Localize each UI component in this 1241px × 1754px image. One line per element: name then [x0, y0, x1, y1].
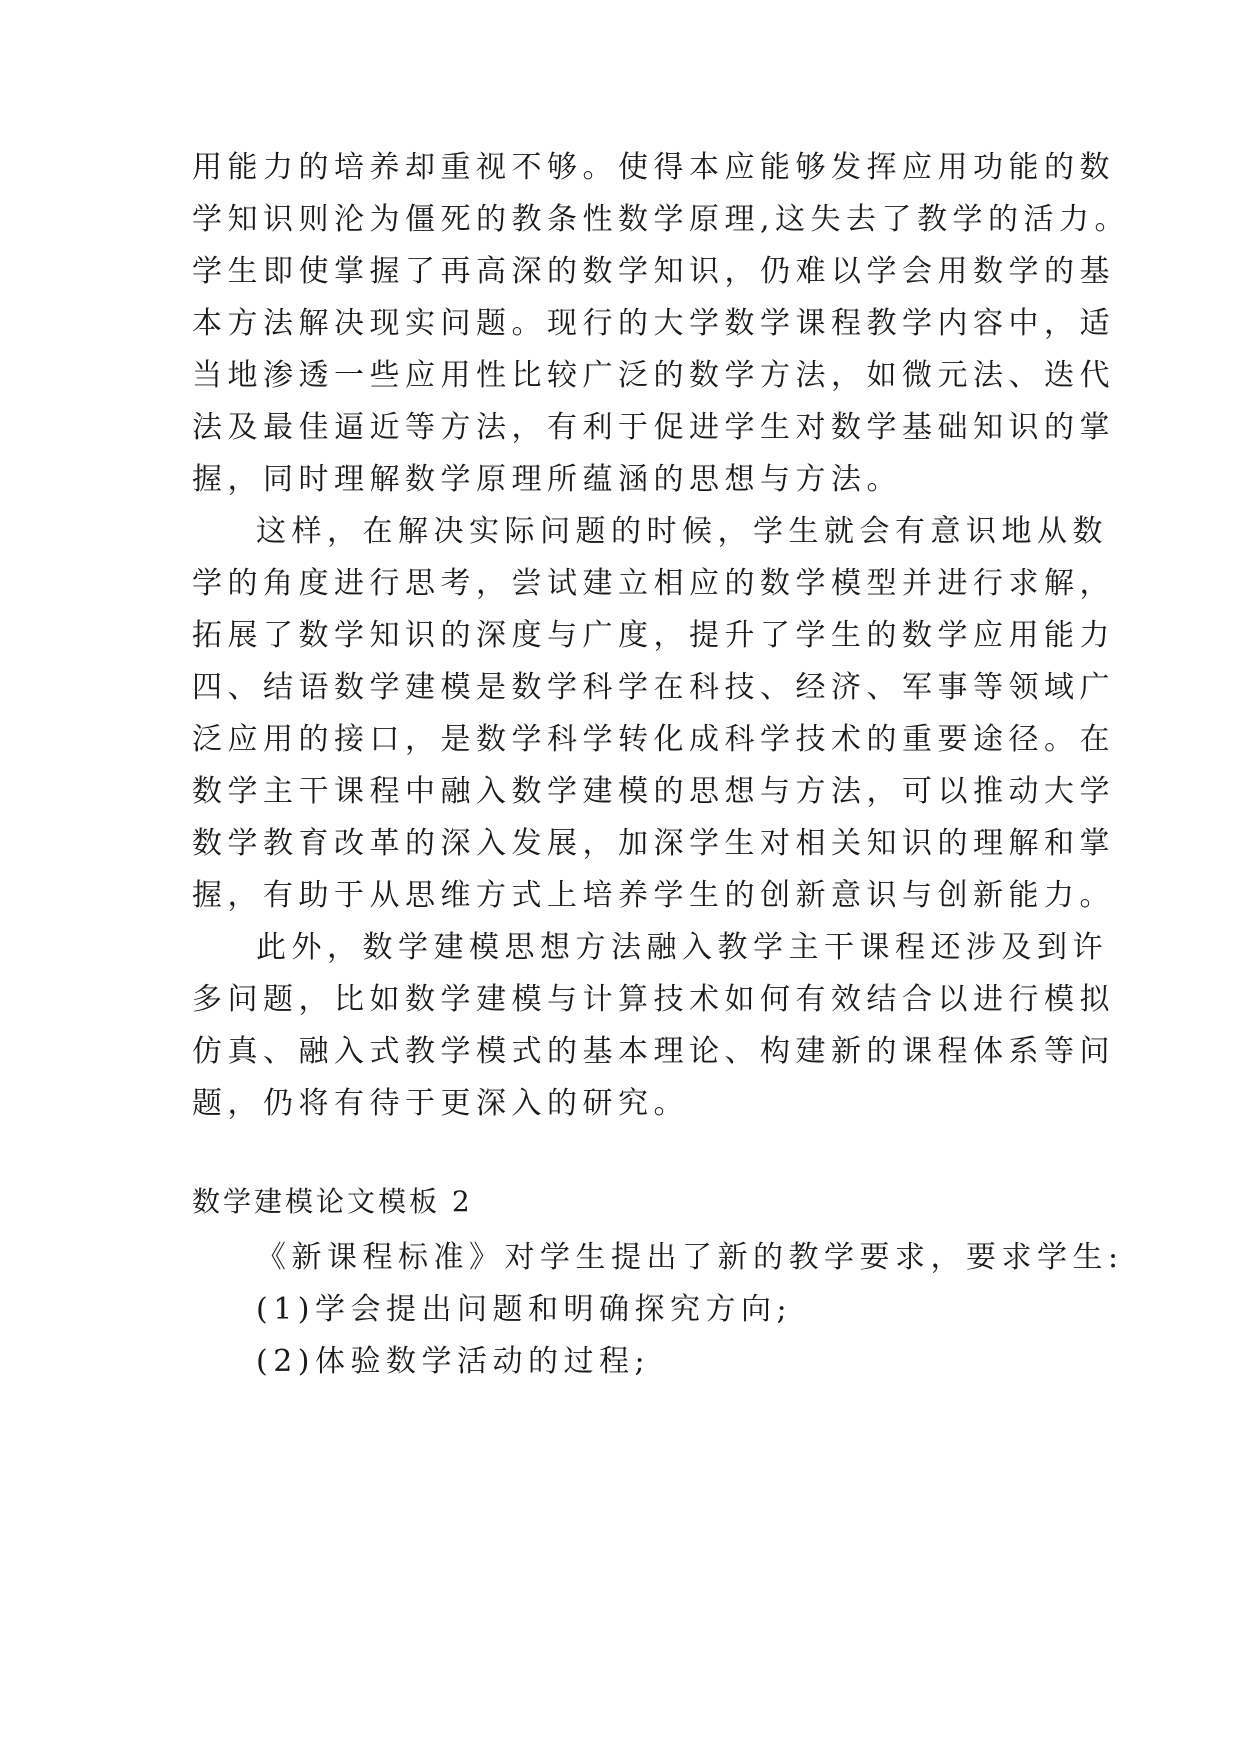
text-line: 拓展了数学知识的深度与广度，提升了学生的数学应用能力 — [192, 618, 1115, 653]
text-line: 学生即使掌握了再高深的数学知识，仍难以学会用数学的基 — [192, 254, 1115, 289]
text-line: 《新课程标准》对学生提出了新的教学要求，要求学生: — [256, 1240, 1124, 1275]
text-line: 这样，在解决实际问题的时候，学生就会有意识地从数 — [256, 514, 1108, 549]
section-heading: 数学建模论文模板 2 — [192, 1185, 473, 1218]
text-line: 当地渗透一些应用性比较广泛的数学方法，如微元法、迭代 — [192, 358, 1115, 393]
text-line: 泛应用的接口，是数学科学转化成科学技术的重要途径。在 — [192, 722, 1115, 757]
text-line: 学知识则沦为僵死的教条性数学原理,这失去了教学的活力。 — [192, 202, 1131, 237]
text-line: 仿真、融入式教学模式的基本理论、构建新的课程体系等问 — [192, 1034, 1115, 1069]
list-item: (2)体验数学活动的过程; — [256, 1344, 651, 1379]
text-line: 本方法解决现实问题。现行的大学数学课程教学内容中，适 — [192, 306, 1115, 341]
text-line: 握，有助于从思维方式上培养学生的创新意识与创新能力。 — [192, 878, 1115, 913]
text-line: 握，同时理解数学原理所蕴涵的思想与方法。 — [192, 462, 902, 497]
text-line: 题，仍将有待于更深入的研究。 — [192, 1086, 689, 1121]
list-item: (1)学会提出问题和明确探究方向; — [256, 1292, 793, 1327]
text-line: 数学主干课程中融入数学建模的思想与方法，可以推动大学 — [192, 774, 1115, 809]
text-line: 四、结语数学建模是数学科学在科技、经济、军事等领域广 — [192, 670, 1115, 705]
text-line: 学的角度进行思考，尝试建立相应的数学模型并进行求解， — [192, 566, 1115, 601]
text-line: 多问题，比如数学建模与计算技术如何有效结合以进行模拟 — [192, 982, 1115, 1017]
text-line: 用能力的培养却重视不够。使得本应能够发挥应用功能的数 — [192, 150, 1115, 185]
text-line: 此外，数学建模思想方法融入教学主干课程还涉及到许 — [256, 930, 1108, 965]
text-line: 数学教育改革的深入发展，加深学生对相关知识的理解和掌 — [192, 826, 1115, 861]
text-line: 法及最佳逼近等方法，有利于促进学生对数学基础知识的掌 — [192, 410, 1115, 445]
